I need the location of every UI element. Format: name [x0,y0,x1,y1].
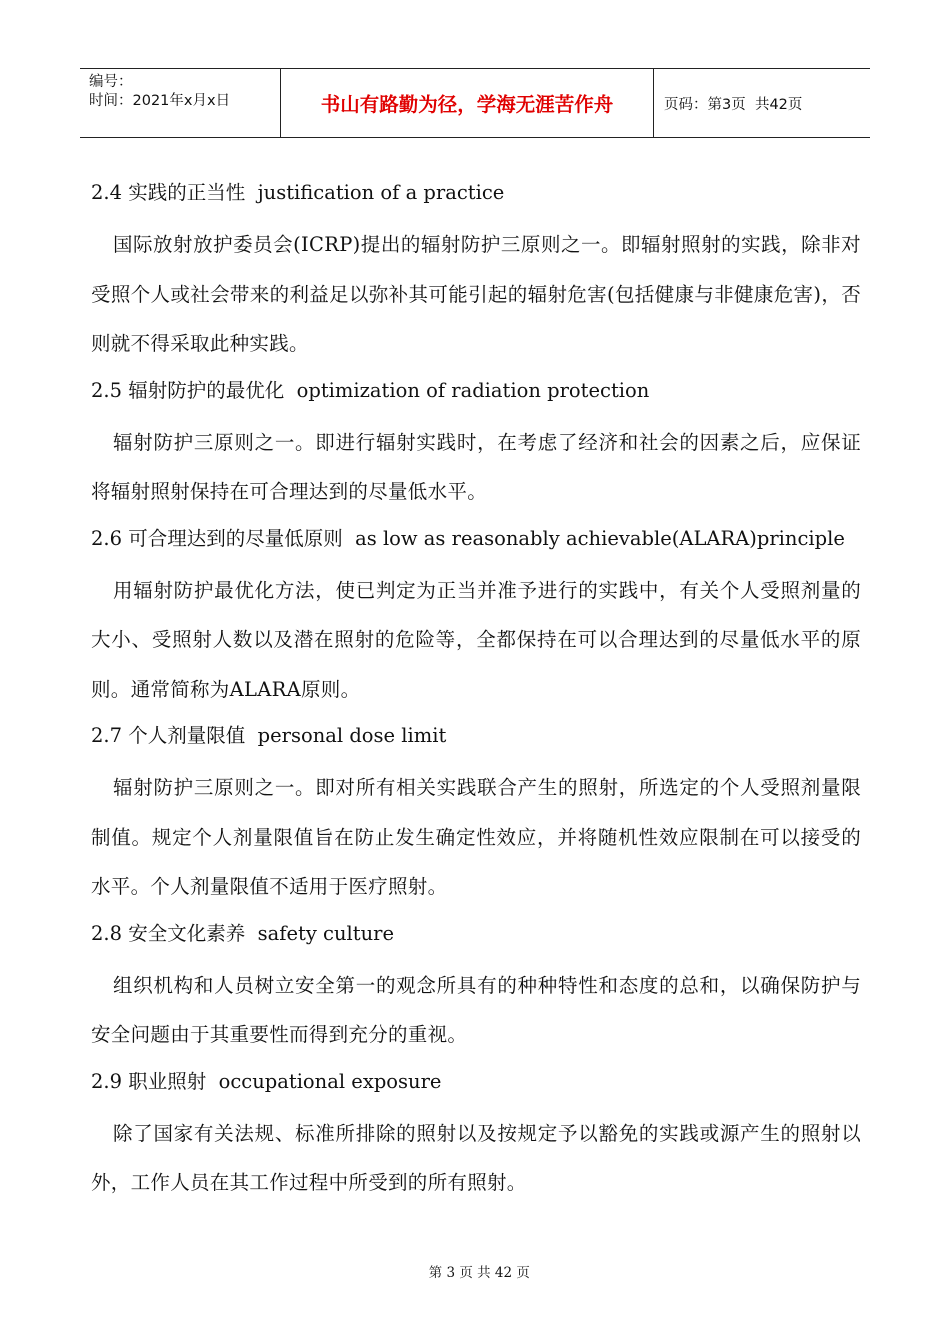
section-heading: 2.6 可合理达到的尽量低原则 as low as reasonably achievable(ALARA)principle [91,526,845,550]
section-heading: 2.5 辐射防护的最优化 optimization of radiation protection [91,378,650,402]
section-heading: 2.7 个人剂量限值 personal dose limit [91,724,447,747]
doc-time-label: 时间：2021年x月x日 [89,93,231,109]
section-paragraph: 用辐射防护最优化方法，使已判定为正当并准予进行的实践中，有关个人受照剂量的大小、受照射人数以及潜在照射的危险等，全都保持在可以合理达到的尽量低水平的原则。通常简称为ALARA原则。 [91,578,861,701]
section-heading: 2.8 安全文化素养 safety culture [91,921,395,945]
section-paragraph: 辐射防护三原则之一。即进行辐射实践时，在考虑了经济和社会的因素之后，应保证将辐射照射保持在可合理达到的尽量低水平。 [91,430,861,503]
header-motto: 书山有路勤为径，学海无涯苦作舟 [320,93,614,116]
header-meta-cell [80,69,281,137]
section-heading: 2.4 实践的正当性 justification of a practice [91,181,505,204]
section-heading: 2.9 职业照射 occupational exposure [91,1069,442,1093]
page-header [80,68,870,138]
document-body [91,170,881,1208]
section-paragraph: 除了国家有关法规、标准所排除的照射以及按规定予以豁免的实践或源产生的照射以外，工作人员在其工作过程中所受到的所有照射。 [91,1121,861,1194]
doc-code-label: 编号： [89,74,133,90]
section-paragraph: 组织机构和人员树立安全第一的观念所具有的种种特性和态度的总和，以确保防护与安全问题由于其重要性而得到充分的重视。 [91,973,861,1046]
footer-page-number: 第 3 页 共 42 页 [428,1265,530,1281]
page-footer [0,1245,950,1281]
section-paragraph: 辐射防护三原则之一。即对所有相关实践联合产生的照射，所选定的个人受照剂量限制值。规定个人剂量限值旨在防止发生确定性效应，并将随机性效应限制在可以接受的水平。个人剂量限值不适用于医疗照射。 [91,776,861,898]
section-paragraph: 国际放射放护委员会(ICRP)提出的辐射防护三原则之一。即辐射照射的实践，除非对受照个人或社会带来的利益足以弥补其可能引起的辐射危害(包括健康与非健康危害)，否则就不得采取此种实践。 [91,233,861,355]
header-page-cell [654,69,870,137]
header-motto-cell [281,69,654,137]
header-page-number: 页码：第3页 共42页 [664,96,803,113]
